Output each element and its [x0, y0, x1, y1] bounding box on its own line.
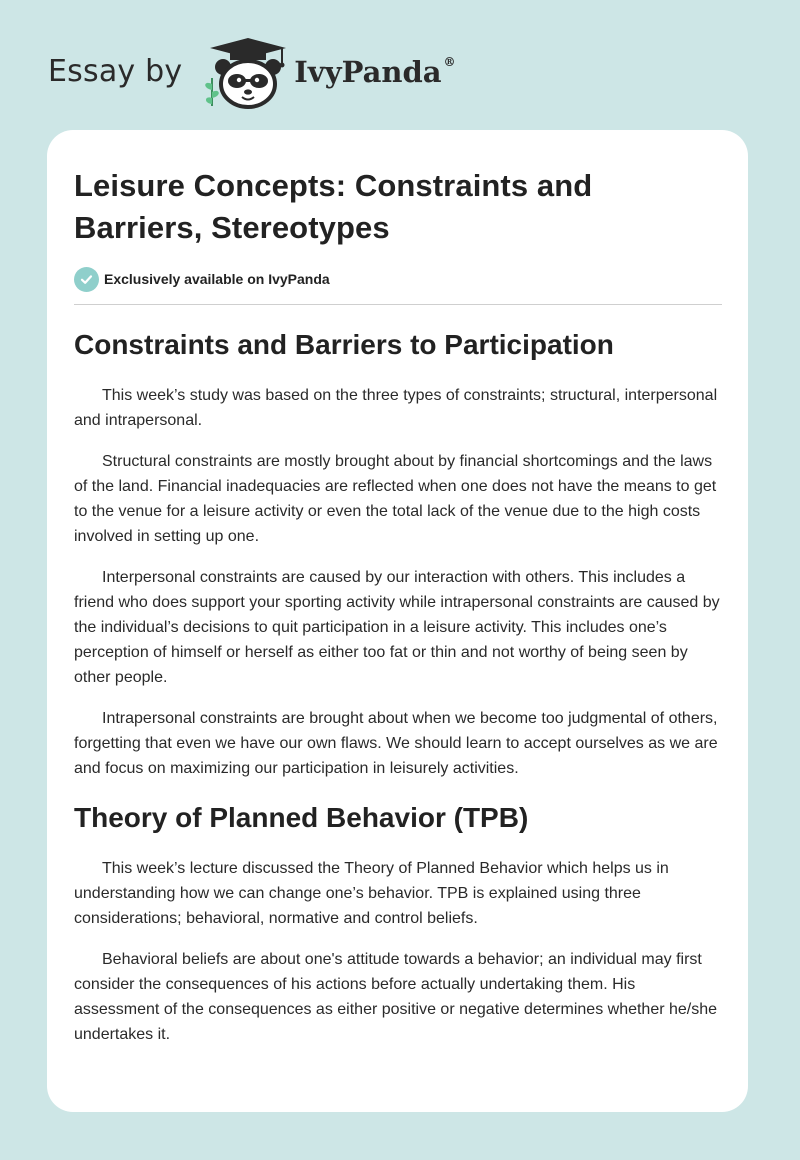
brand-header[interactable]	[48, 34, 456, 110]
section-heading: Constraints and Barriers to Participation	[74, 329, 614, 360]
brand-name-text: IvyPanda	[294, 54, 442, 89]
paragraph: Intrapersonal constraints are brought about when we become too judgmental of others, forgetting that even we have our own flaws. We should learn to accept ourselves as we are and focus on maximizing our participation in leisurely activities.	[74, 710, 718, 777]
registered-mark: ®	[443, 54, 456, 69]
paragraph: Interpersonal constraints are caused by our interaction with others. This includes a friend who does support your sporting activity while intrapersonal constraints are caused by the individual’s decisions to quit participation in a leisure activity. This includes one’s perception of himself or herself as either too fat or thin and not worthy of being seen by other people.	[74, 569, 720, 686]
article-card	[47, 130, 748, 1112]
page-title: Leisure Concepts: Constraints and Barriers, Stereotypes	[74, 168, 593, 245]
paragraph: This week’s lecture discussed the Theory of Planned Behavior which helps us in understanding how we can change one’s behavior. TPB is explained using three considerations; behavioral, normative and control beliefs.	[74, 860, 669, 927]
paragraph: Structural constraints are mostly brought about by financial shortcomings and the laws of the land. Financial inadequacies are reflected when one does not have the means to get to the venue for a leisure activity or even the total lack of the venue due to the high costs involved in setting up one.	[74, 453, 717, 545]
brand-prefix: Essay by	[48, 54, 183, 89]
paragraph: Behavioral beliefs are about one's attitude towards a behavior; an individual may first consider the consequences of his actions before actually undertaking them. His assessment of the consequences as either positive or negative determines whether he/she undertakes it.	[74, 951, 718, 1043]
panda-graduate-logo-icon	[196, 34, 292, 110]
exclusive-label	[74, 265, 722, 293]
exclusive-label-text: Exclusively available on IvyPanda	[104, 271, 330, 287]
check-icon	[74, 267, 99, 292]
brand-name	[294, 54, 456, 89]
divider	[74, 304, 722, 305]
paragraph: This week’s study was based on the three types of constraints; structural, interpersonal and intrapersonal.	[74, 387, 718, 429]
section-heading: Theory of Planned Behavior (TPB)	[74, 802, 529, 833]
